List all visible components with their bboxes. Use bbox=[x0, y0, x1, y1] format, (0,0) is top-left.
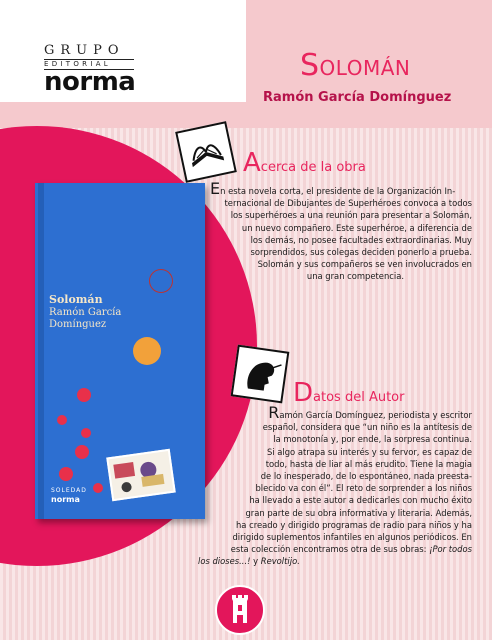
flower-illustration bbox=[57, 415, 67, 425]
text-line bbox=[198, 403, 472, 422]
text-line: los demás, no posee facultades extraordinarias. Muy bbox=[250, 234, 472, 245]
work-title: los dioses...! bbox=[198, 556, 251, 567]
flower-illustration bbox=[75, 445, 89, 459]
text-fragment: n esta novela corta, el presidente de la Organización In- bbox=[220, 186, 456, 196]
text-line: la monotonía y, por ende, la sorpresa continua. bbox=[273, 434, 472, 445]
flower-illustration bbox=[77, 388, 91, 402]
work-title: Revoltijo. bbox=[260, 556, 300, 567]
text-line: todo, hasta de liar al más erudito. Tiene la magia bbox=[265, 458, 472, 469]
text-line: dirigido suplementos infantiles en algunos periódicos. En bbox=[232, 532, 472, 543]
section-title-initial: D bbox=[293, 378, 314, 408]
cover-collection-label: SOLEDAD bbox=[51, 487, 87, 494]
book-cover bbox=[35, 183, 205, 519]
cover-author-line: Ramón García bbox=[49, 307, 122, 318]
book-title-rest: OLOMÁN bbox=[319, 56, 411, 80]
cover-author-line: Domínguez bbox=[49, 319, 107, 330]
flower-illustration bbox=[59, 467, 73, 481]
text-line: blecido va con él”. El reto de sorprender a los niños bbox=[255, 483, 472, 494]
cover-publisher: norma bbox=[51, 495, 80, 504]
author-silhouette-icon bbox=[231, 345, 290, 404]
author-data-paragraph bbox=[198, 403, 472, 568]
cover-illustration bbox=[106, 449, 176, 501]
section-title-initial: A bbox=[243, 148, 261, 178]
book-title-initial: S bbox=[300, 48, 320, 83]
text-line bbox=[198, 543, 472, 555]
text-line: sorprendidos, sus colegas deciden ponerlo a prueba. bbox=[250, 247, 472, 258]
text-line: gran parte de su obra informativa y literaria. Además, bbox=[245, 507, 472, 518]
tower-emblem-icon bbox=[215, 585, 265, 635]
logo-norma: norma bbox=[44, 67, 136, 97]
author-band bbox=[0, 102, 492, 128]
text-line: los superhéroes a una reunión para presentar a Solomán, bbox=[230, 210, 472, 221]
open-book-icon bbox=[175, 121, 237, 183]
text-fragment: amón García Domínguez, periodista y escritor bbox=[279, 410, 472, 420]
text-fragment: esta colección encontramos otra de sus obras: bbox=[230, 544, 427, 555]
text-line: ha llevado a este autor a dedicarles con mucho éxito bbox=[249, 495, 472, 506]
text-fragment: y bbox=[250, 556, 261, 567]
text-line: ternacional de Dibujantes de Superhéroes convoca a todos bbox=[224, 198, 472, 209]
flower-illustration bbox=[93, 483, 103, 493]
text-line: una gran competencia. bbox=[306, 271, 404, 282]
collection-badge-icon bbox=[149, 269, 173, 293]
text-line: Solomán y sus compañeros se ven involucrados en bbox=[257, 259, 472, 270]
section-title-about-work bbox=[243, 148, 366, 178]
book-title bbox=[300, 48, 410, 83]
author-name: Ramón García Domínguez bbox=[263, 90, 452, 105]
text-line: español, considera que “un niño es la antítesis de bbox=[262, 422, 472, 433]
logo-editorial: EDITORIAL bbox=[44, 59, 134, 70]
text-line: un nuevo compañero. Este superhéroe, a diferencia de bbox=[241, 222, 472, 233]
cover-author bbox=[49, 307, 189, 331]
work-title: ¡Por todos bbox=[429, 544, 472, 555]
text-line: de lo inesperado, de lo espontáneo, nada preesta- bbox=[260, 471, 472, 482]
section-title-rest: cerca de la obra bbox=[260, 160, 366, 175]
section-title-author-data bbox=[293, 378, 404, 408]
text-line: Si algo atrapa su interés y su fervor, es capaz de bbox=[266, 446, 472, 457]
book-spine bbox=[38, 183, 44, 519]
text-line: ha creado y dirigido programas de radio para niños y ha bbox=[235, 519, 472, 530]
about-work-paragraph bbox=[210, 179, 472, 283]
flower-illustration bbox=[81, 428, 91, 438]
sun-illustration bbox=[133, 337, 161, 365]
publisher-logo bbox=[44, 44, 134, 95]
drop-cap: E bbox=[210, 179, 221, 198]
text-line bbox=[198, 555, 472, 567]
section-title-rest: atos del Autor bbox=[313, 390, 405, 405]
drop-cap: R bbox=[268, 403, 280, 422]
text-line bbox=[210, 179, 472, 198]
cover-title: Solomán bbox=[49, 293, 103, 306]
logo-grupo: GRUPO bbox=[44, 43, 125, 58]
